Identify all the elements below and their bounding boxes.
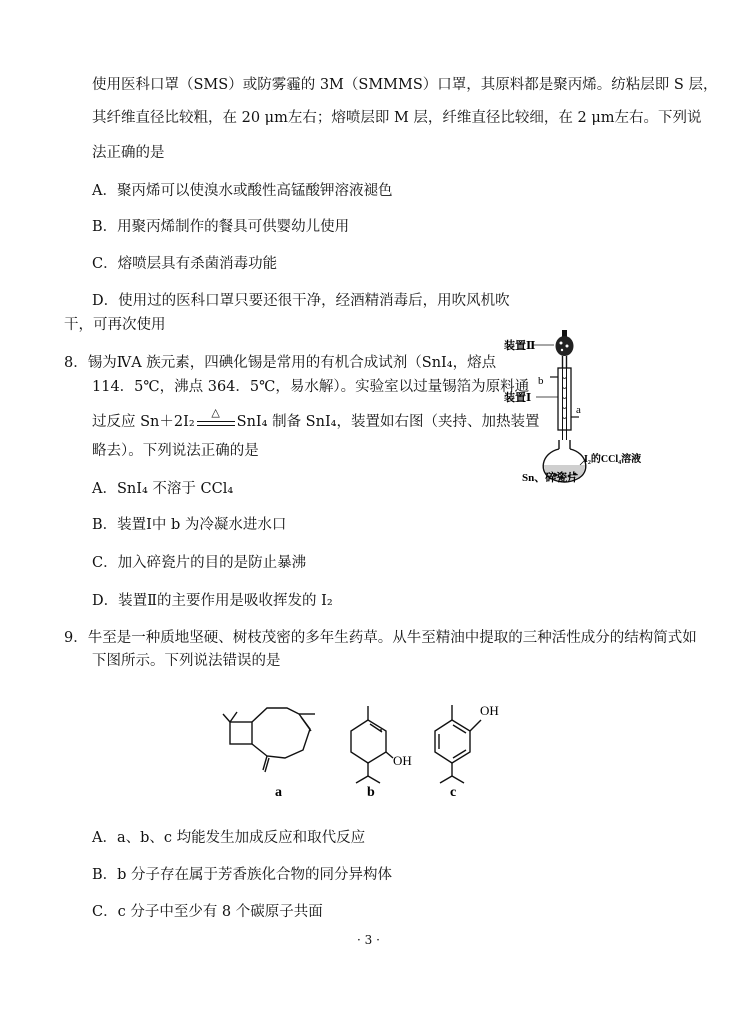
q8-option-d: D．装置Ⅱ的主要作用是吸收挥发的 I₂ <box>92 593 333 609</box>
q9-stem-line-1: 9．牛至是一种质地坚硬、树枝茂密的多年生药草。从牛至精油中提取的三种活性成分的结构简式如 <box>64 630 697 646</box>
q8-reaction-reactants: 过反应 Sn＋2I₂ <box>92 414 195 430</box>
q8-reaction-arrow <box>195 406 237 432</box>
oh-label-c: OH <box>480 703 499 718</box>
label-device-1: 装置Ⅰ <box>504 392 532 404</box>
label-sn-porcelain: Sn、碎瓷片 <box>522 472 579 484</box>
q8-option-c: C．加入碎瓷片的目的是防止暴沸 <box>92 555 307 571</box>
drying-tube-bulb <box>556 336 574 356</box>
q7-option-d-line-2: 干，可再次使用 <box>64 317 166 333</box>
heat-symbol: △ <box>211 406 220 419</box>
molecule-label-c: c <box>450 785 457 800</box>
q8-stem-line-1: 8．锡为ⅣA 族元素，四碘化锡是常用的有机合成试剂（SnI₄，熔点 <box>64 355 497 371</box>
q8-reaction-products: SnI₄ 制备 SnI₄，装置如右图（夹持、加热装置 <box>236 414 540 430</box>
oh-label-b: OH <box>393 753 412 768</box>
molecule-c <box>435 705 481 783</box>
q7-option-d-line-1: D．使用过的医科口罩只要还很干净，经酒精消毒后，用吹风机吹 <box>92 293 510 309</box>
q8-stem-line-4: 略去）。下列说法正确的是 <box>92 443 259 459</box>
q9-option-a: A．a、b、c 均能发生加成反应和取代反应 <box>92 830 366 846</box>
q7-stem-line-3: 法正确的是 <box>92 145 165 161</box>
molecule-structures <box>215 692 525 802</box>
condenser-jacket <box>558 368 571 430</box>
reaction-equal-lines <box>197 421 235 426</box>
q7-option-c: C．熔喷层具有杀菌消毒功能 <box>92 256 278 272</box>
q8-stem-line-2: 114．5℃，沸点 364．5℃，易水解）。实验室以过量锡箔为原料通 <box>92 379 530 395</box>
molecule-a <box>223 708 315 772</box>
q7-stem-line-2: 其纤维直径比较粗，在 20 μm左右；熔喷层即 M 层，纤维直径比较细，在 2 μm左右。下列说 <box>92 110 702 126</box>
label-device-2: 装置Ⅱ <box>504 340 536 352</box>
q7-option-a: A．聚丙烯可以使溴水或酸性高锰酸钾溶液褪色 <box>92 183 393 199</box>
label-solution: I₂的CCl₄溶液 <box>584 454 642 465</box>
q8-option-a: A．SnI₄ 不溶于 CCl₄ <box>92 481 234 497</box>
q7-option-b: B．用聚丙烯制作的餐具可供婴幼儿使用 <box>92 219 350 235</box>
molecule-label-b: b <box>367 785 375 800</box>
q9-option-b: B．b 分子存在属于芳香族化合物的同分异构体 <box>92 867 393 883</box>
q8-stem-line-3 <box>92 406 540 432</box>
q7-stem-line-1: 使用医科口罩（SMS）或防雾霾的 3M（SMMMS）口罩，其原料都是聚丙烯。纺粘层即 S 层， <box>92 77 718 93</box>
page-number: · 3 · <box>357 933 380 947</box>
molecule-b <box>351 706 393 783</box>
q9-option-c: C．c 分子中至少有 8 个碳原子共面 <box>92 904 323 920</box>
molecule-label-a: a <box>275 785 282 800</box>
apparatus-diagram <box>496 325 671 490</box>
label-b: b <box>538 375 544 387</box>
label-a: a <box>576 404 581 416</box>
q9-stem-line-2: 下图所示。下列说法错误的是 <box>92 653 281 669</box>
q8-option-b: B．装置Ⅰ中 b 为冷凝水进水口 <box>92 517 287 533</box>
